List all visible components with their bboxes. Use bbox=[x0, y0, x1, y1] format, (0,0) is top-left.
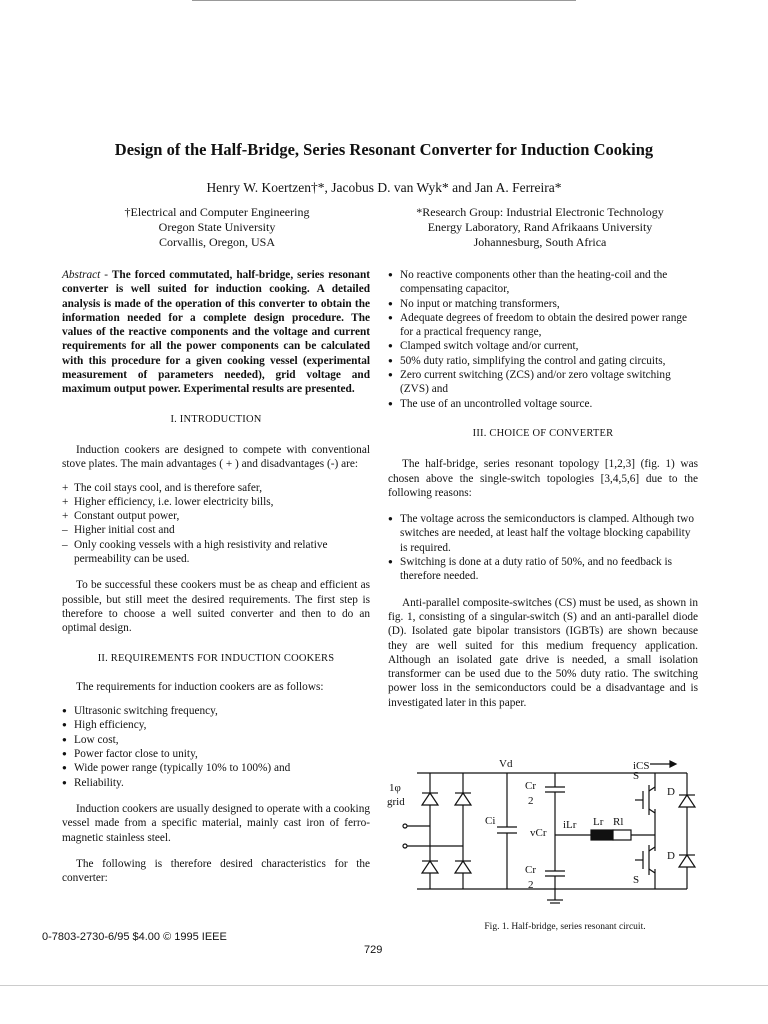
list-sign: + bbox=[62, 495, 69, 508]
label-s-top: S bbox=[633, 770, 640, 782]
list-item: ● Clamped switch voltage and/or current, bbox=[388, 339, 698, 353]
section-heading-choice: III. CHOICE OF CONVERTER bbox=[472, 427, 614, 439]
list-text: Constant output power, bbox=[74, 510, 180, 523]
list-item bbox=[62, 481, 370, 495]
bottom-scan-line bbox=[0, 985, 768, 986]
advantages-list bbox=[62, 481, 370, 567]
choice-paragraph: Anti-parallel composite-switches (CS) must be used, as shown in fig. 1, consisting of a singular-switch (S) and an anti-parallel diode (D). Isolated gate bipolar transistors (IGBTs) are shown because they are well suited for this medium frequency application. Although an isolated gate drive is needed, a small isolation transformer can be used due to the 50% duty ratio. The switching power loss in the semiconductors could be a disadvantage and is investigated later in this paper. bbox=[388, 596, 698, 709]
figure-caption: Fig. 1. Half-bridge, series resonant circuit. bbox=[484, 922, 646, 932]
label-cr-bottom: Cr bbox=[525, 864, 536, 876]
page-number: 729 bbox=[364, 944, 383, 956]
affiliation-line: *Research Group: Industrial Electronic Technology bbox=[416, 205, 664, 219]
list-text: The coil stays cool, and is therefore safer, bbox=[74, 481, 263, 494]
affiliation-line: Energy Laboratory, Rand Afrikaans University bbox=[427, 220, 653, 234]
list-item bbox=[62, 509, 370, 523]
top-rule bbox=[192, 0, 576, 1]
affiliation-line: Oregon State University bbox=[158, 220, 276, 234]
list-item: ● The voltage across the semiconductors is clamped. Although two switches are needed, at least half the voltage blocking capability is required. bbox=[388, 512, 698, 555]
list-item: ● Zero current switching (ZCS) and/or zero voltage switching (ZVS) and bbox=[388, 368, 698, 397]
list-text: Only cooking vessels with a high resistivity and relative permeability can be used. bbox=[74, 538, 328, 566]
label-d-bottom: D bbox=[667, 850, 675, 862]
label-lr: Lr bbox=[593, 816, 604, 828]
requirements-list bbox=[62, 704, 370, 790]
label-vd: Vd bbox=[499, 758, 513, 770]
label-rl: Rl bbox=[613, 816, 624, 828]
list-item: ● Wide power range (typically 10% to 100%) and bbox=[62, 761, 370, 775]
half-bridge-circuit-figure bbox=[385, 755, 715, 915]
left-column bbox=[62, 268, 370, 885]
requirements-paragraph: The requirements for induction cookers are as follows: bbox=[76, 680, 324, 693]
list-item: ● No input or matching transformers, bbox=[388, 297, 698, 311]
label-grid: grid bbox=[387, 796, 405, 808]
abstract-text: The forced commutated, half-bridge, series resonant converter is well suited for induction cooking. A detailed analysis is made of the operation of this converter to obtain the information needed for a complete design procedure. The values of the reactive components and the voltage and current requirements for all the power components can be calculated with this procedure for a given cooking vessel (experimental measurement of parameters needed), grid voltage and maximum output power. Experimental results are presented. bbox=[62, 269, 370, 396]
list-sign: – bbox=[62, 538, 68, 551]
copyright-footer: 0-7803-2730-6/95 $4.00 © 1995 IEEE bbox=[42, 931, 227, 943]
affiliation-right bbox=[380, 205, 700, 250]
label-cr-top-denominator: 2 bbox=[528, 795, 534, 807]
label-s-bottom: S bbox=[633, 874, 640, 886]
affiliation-line: Corvallis, Oregon, USA bbox=[159, 235, 275, 249]
list-sign: – bbox=[62, 524, 68, 537]
author-list: Henry W. Koertzen†*, Jacobus D. van Wyk* and Jan A. Ferreira* bbox=[206, 180, 562, 195]
list-item: ● Switching is done at a duty ratio of 50%, and no feedback is therefore needed. bbox=[388, 555, 698, 584]
requirements-paragraph: The following is therefore desired characteristics for the converter: bbox=[62, 857, 370, 885]
choice-reasons-list bbox=[388, 512, 698, 583]
choice-paragraph: The half-bridge, series resonant topology [1,2,3] (fig. 1) was chosen above the single-switch topologies [3,4,5,6] due to the following reasons: bbox=[388, 458, 698, 499]
affiliation-left bbox=[92, 205, 342, 250]
label-cr-bottom-denominator: 2 bbox=[528, 879, 534, 891]
list-item: ● Reliability. bbox=[62, 776, 370, 790]
intro-paragraph: To be successful these cookers must be as cheap and efficient as possible, but still meet the desired requirements. The first step is therefore to choose a well suited converter and then to do an optimal design. bbox=[62, 579, 370, 635]
requirements-paragraph: Induction cookers are usually designed to operate with a cooking vessel made from a specific material, mainly cast iron of ferro-magnetic stainless steel. bbox=[62, 802, 370, 844]
label-vcr: vCr bbox=[530, 827, 547, 839]
abstract bbox=[62, 268, 370, 397]
list-item bbox=[62, 538, 370, 567]
list-item bbox=[62, 495, 370, 509]
label-ics: iCS bbox=[633, 760, 650, 772]
affiliation-line: †Electrical and Computer Engineering bbox=[124, 205, 310, 219]
list-item: ● No reactive components other than the heating-coil and the compensating capacitor, bbox=[388, 268, 698, 297]
paper-title: Design of the Half-Bridge, Series Resonant Converter for Induction Cooking bbox=[114, 140, 654, 159]
desired-characteristics-list bbox=[388, 268, 698, 411]
label-ilr: iLr bbox=[563, 819, 577, 831]
affiliation-line: Johannesburg, South Africa bbox=[473, 235, 607, 249]
list-item: ● Power factor close to unity, bbox=[62, 747, 370, 761]
label-d-top: D bbox=[667, 786, 675, 798]
list-item: ● The use of an uncontrolled voltage source. bbox=[388, 397, 698, 411]
section-heading-introduction: I. INTRODUCTION bbox=[170, 413, 262, 425]
intro-paragraph: Induction cookers are designed to compete with conventional stove plates. The main advantages ( + ) and disadvantages (-) are: bbox=[62, 443, 370, 471]
right-column bbox=[388, 268, 698, 710]
list-text: Higher initial cost and bbox=[74, 524, 175, 537]
list-text: Higher efficiency, i.e. lower electricity bills, bbox=[74, 495, 274, 508]
list-item: ● Low cost, bbox=[62, 733, 370, 747]
list-item: ● 50% duty ratio, simplifying the control and gating circuits, bbox=[388, 354, 698, 368]
list-item: ● High efficiency, bbox=[62, 718, 370, 732]
label-cr-top: Cr bbox=[525, 780, 536, 792]
list-item bbox=[62, 523, 370, 537]
section-heading-requirements: II. REQUIREMENTS FOR INDUCTION COOKERS bbox=[97, 652, 335, 664]
list-item: ● Ultrasonic switching frequency, bbox=[62, 704, 370, 718]
label-ci: Ci bbox=[485, 815, 496, 827]
list-sign: + bbox=[62, 510, 69, 523]
list-item: ● Adequate degrees of freedom to obtain the desired power range for a practical frequency range, bbox=[388, 311, 698, 340]
label-phase: 1φ bbox=[389, 782, 401, 794]
abstract-label: Abstract - bbox=[62, 269, 109, 281]
list-sign: + bbox=[62, 481, 69, 494]
